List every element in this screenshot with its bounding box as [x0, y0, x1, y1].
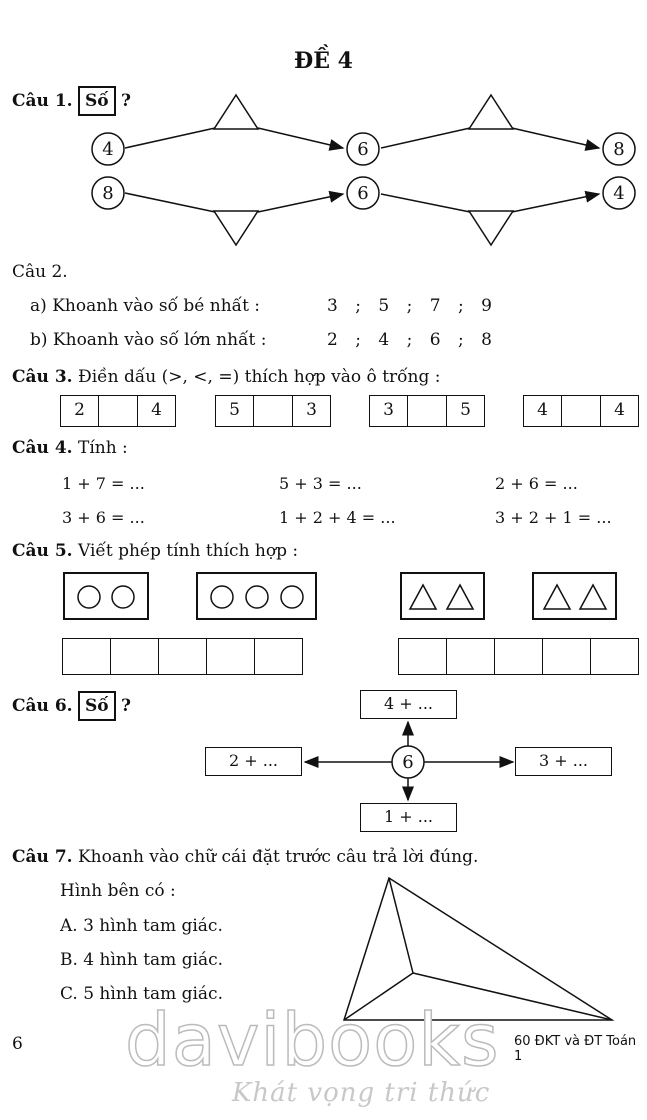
question-2a: [30, 296, 260, 316]
book-title: 60 ĐKT và ĐT Toán 1: [514, 1034, 637, 1064]
answer-cell[interactable]: [494, 638, 543, 675]
number-choice[interactable]: 7: [429, 296, 441, 316]
answer-cell[interactable]: [446, 638, 495, 675]
separator: ;: [457, 296, 464, 316]
separator: ;: [355, 330, 361, 350]
circle-number: 6: [357, 139, 369, 160]
calc-item: 3 + 2 + 1 = ...: [495, 508, 612, 527]
question-5-label: Câu 5.: [12, 541, 73, 561]
page-number: 6: [12, 1034, 23, 1054]
arrow-line: [125, 193, 215, 212]
compare-right: 4: [600, 395, 639, 427]
calc-item: 1 + 7 = ...: [62, 474, 145, 493]
number-choice[interactable]: 6: [429, 330, 441, 350]
compare-left: 5: [215, 395, 254, 427]
arrow-line: [381, 194, 470, 212]
question-1-label: Câu 1.: [12, 91, 73, 111]
number-choice[interactable]: 2: [327, 330, 338, 350]
sum-box-right[interactable]: 3 + ...: [515, 747, 612, 776]
compare-left: 3: [369, 395, 408, 427]
answer-cell[interactable]: [254, 638, 303, 675]
calc-item: 3 + 6 = ...: [62, 508, 145, 527]
q2a-numbers: [327, 296, 492, 316]
number-choice[interactable]: 9: [481, 296, 492, 316]
question-3-text: Điền dấu (>, <, =) thích hợp vào ô trống :: [77, 367, 441, 387]
circle-number: 4: [102, 139, 114, 160]
compare-right: 3: [292, 395, 331, 427]
answer-cell[interactable]: [110, 638, 159, 675]
answer-option-b[interactable]: B. 4 hình tam giác.: [60, 950, 224, 970]
picture-box-triangles: [400, 572, 485, 620]
number-choice[interactable]: 8: [481, 330, 492, 350]
compare-right: 4: [137, 395, 176, 427]
compare-left: 2: [60, 395, 99, 427]
separator: ;: [457, 330, 464, 350]
separator: ;: [406, 330, 413, 350]
arrow-line: [125, 128, 215, 148]
q2b-numbers: [327, 330, 492, 350]
question-2-label: Câu 2.: [12, 262, 68, 282]
sum-box-top[interactable]: 4 + ...: [360, 690, 457, 719]
sum-box-left[interactable]: 2 + ...: [205, 747, 302, 776]
compare-blank[interactable]: [407, 395, 447, 427]
picture-box-circles: [196, 572, 317, 620]
circle-number: 8: [102, 183, 114, 204]
question-5-header: [12, 541, 298, 561]
question-7-intro: Hình bên có :: [60, 881, 176, 901]
center-number: 6: [402, 752, 414, 773]
question-2b: [30, 330, 266, 350]
separator: ;: [406, 296, 413, 316]
answer-cell[interactable]: [398, 638, 447, 675]
separator: ;: [355, 296, 361, 316]
triangle-blank: [469, 211, 513, 245]
answer-option-a[interactable]: A. 3 hình tam giác.: [60, 916, 223, 936]
compare-blank[interactable]: [561, 395, 601, 427]
question-4-text: Tính :: [77, 438, 128, 458]
circle-number: 8: [613, 139, 625, 160]
picture-box-circles: [63, 572, 149, 620]
circle-number: 4: [613, 183, 625, 204]
question-1-boxed-word: Số: [78, 86, 116, 116]
question-6-header: [12, 691, 131, 721]
watermark-brand: davibooks: [125, 998, 500, 1082]
question-5-text: Viết phép tính thích hợp :: [77, 541, 299, 561]
arrow-line: [512, 128, 599, 148]
question-6-mark: ?: [121, 696, 131, 716]
q2a-text: Khoanh vào số bé nhất :: [52, 296, 261, 316]
arrow-line: [512, 194, 599, 212]
question-4-header: [12, 438, 128, 458]
question-7-header: [12, 847, 478, 867]
answer-cell[interactable]: [542, 638, 591, 675]
arrow-line: [381, 128, 470, 148]
q2b-prefix: b): [30, 330, 48, 350]
answer-cell[interactable]: [158, 638, 207, 675]
arrow-line: [258, 128, 343, 148]
question-3-header: [12, 367, 441, 387]
q2b-text: Khoanh vào số lớn nhất :: [52, 330, 267, 350]
question-6-boxed-word: Số: [78, 691, 116, 721]
picture-box-triangles: [532, 572, 617, 620]
triangle-blank: [214, 211, 258, 245]
answer-cell[interactable]: [62, 638, 111, 675]
question-7-label: Câu 7.: [12, 847, 73, 867]
triangle-blank: [469, 95, 513, 129]
question-1-mark: ?: [121, 91, 131, 111]
number-choice[interactable]: 4: [378, 330, 390, 350]
q2a-prefix: a): [30, 296, 47, 316]
compare-left: 4: [523, 395, 562, 427]
number-choice[interactable]: 3: [327, 296, 338, 316]
sum-box-bottom[interactable]: 1 + ...: [360, 803, 457, 832]
compare-blank[interactable]: [98, 395, 138, 427]
watermark-slogan: Khát vọng tri thức: [232, 1078, 491, 1108]
page-title: ĐỀ 4: [294, 48, 353, 74]
calc-item: 1 + 2 + 4 = ...: [279, 508, 396, 527]
answer-cell[interactable]: [206, 638, 255, 675]
question-6-label: Câu 6.: [12, 696, 73, 716]
answer-cell[interactable]: [590, 638, 639, 675]
compare-blank[interactable]: [253, 395, 293, 427]
question-3-label: Câu 3.: [12, 367, 73, 387]
compare-right: 5: [446, 395, 485, 427]
answer-option-c[interactable]: C. 5 hình tam giác.: [60, 984, 223, 1004]
calc-item: 2 + 6 = ...: [495, 474, 578, 493]
number-choice[interactable]: 5: [378, 296, 390, 316]
question-7-text: Khoanh vào chữ cái đặt trước câu trả lời đúng.: [77, 847, 479, 867]
question-4-label: Câu 4.: [12, 438, 73, 458]
calc-item: 5 + 3 = ...: [279, 474, 362, 493]
triangle-blank: [214, 95, 258, 129]
arrow-line: [258, 194, 343, 212]
circle-number: 6: [357, 183, 369, 204]
